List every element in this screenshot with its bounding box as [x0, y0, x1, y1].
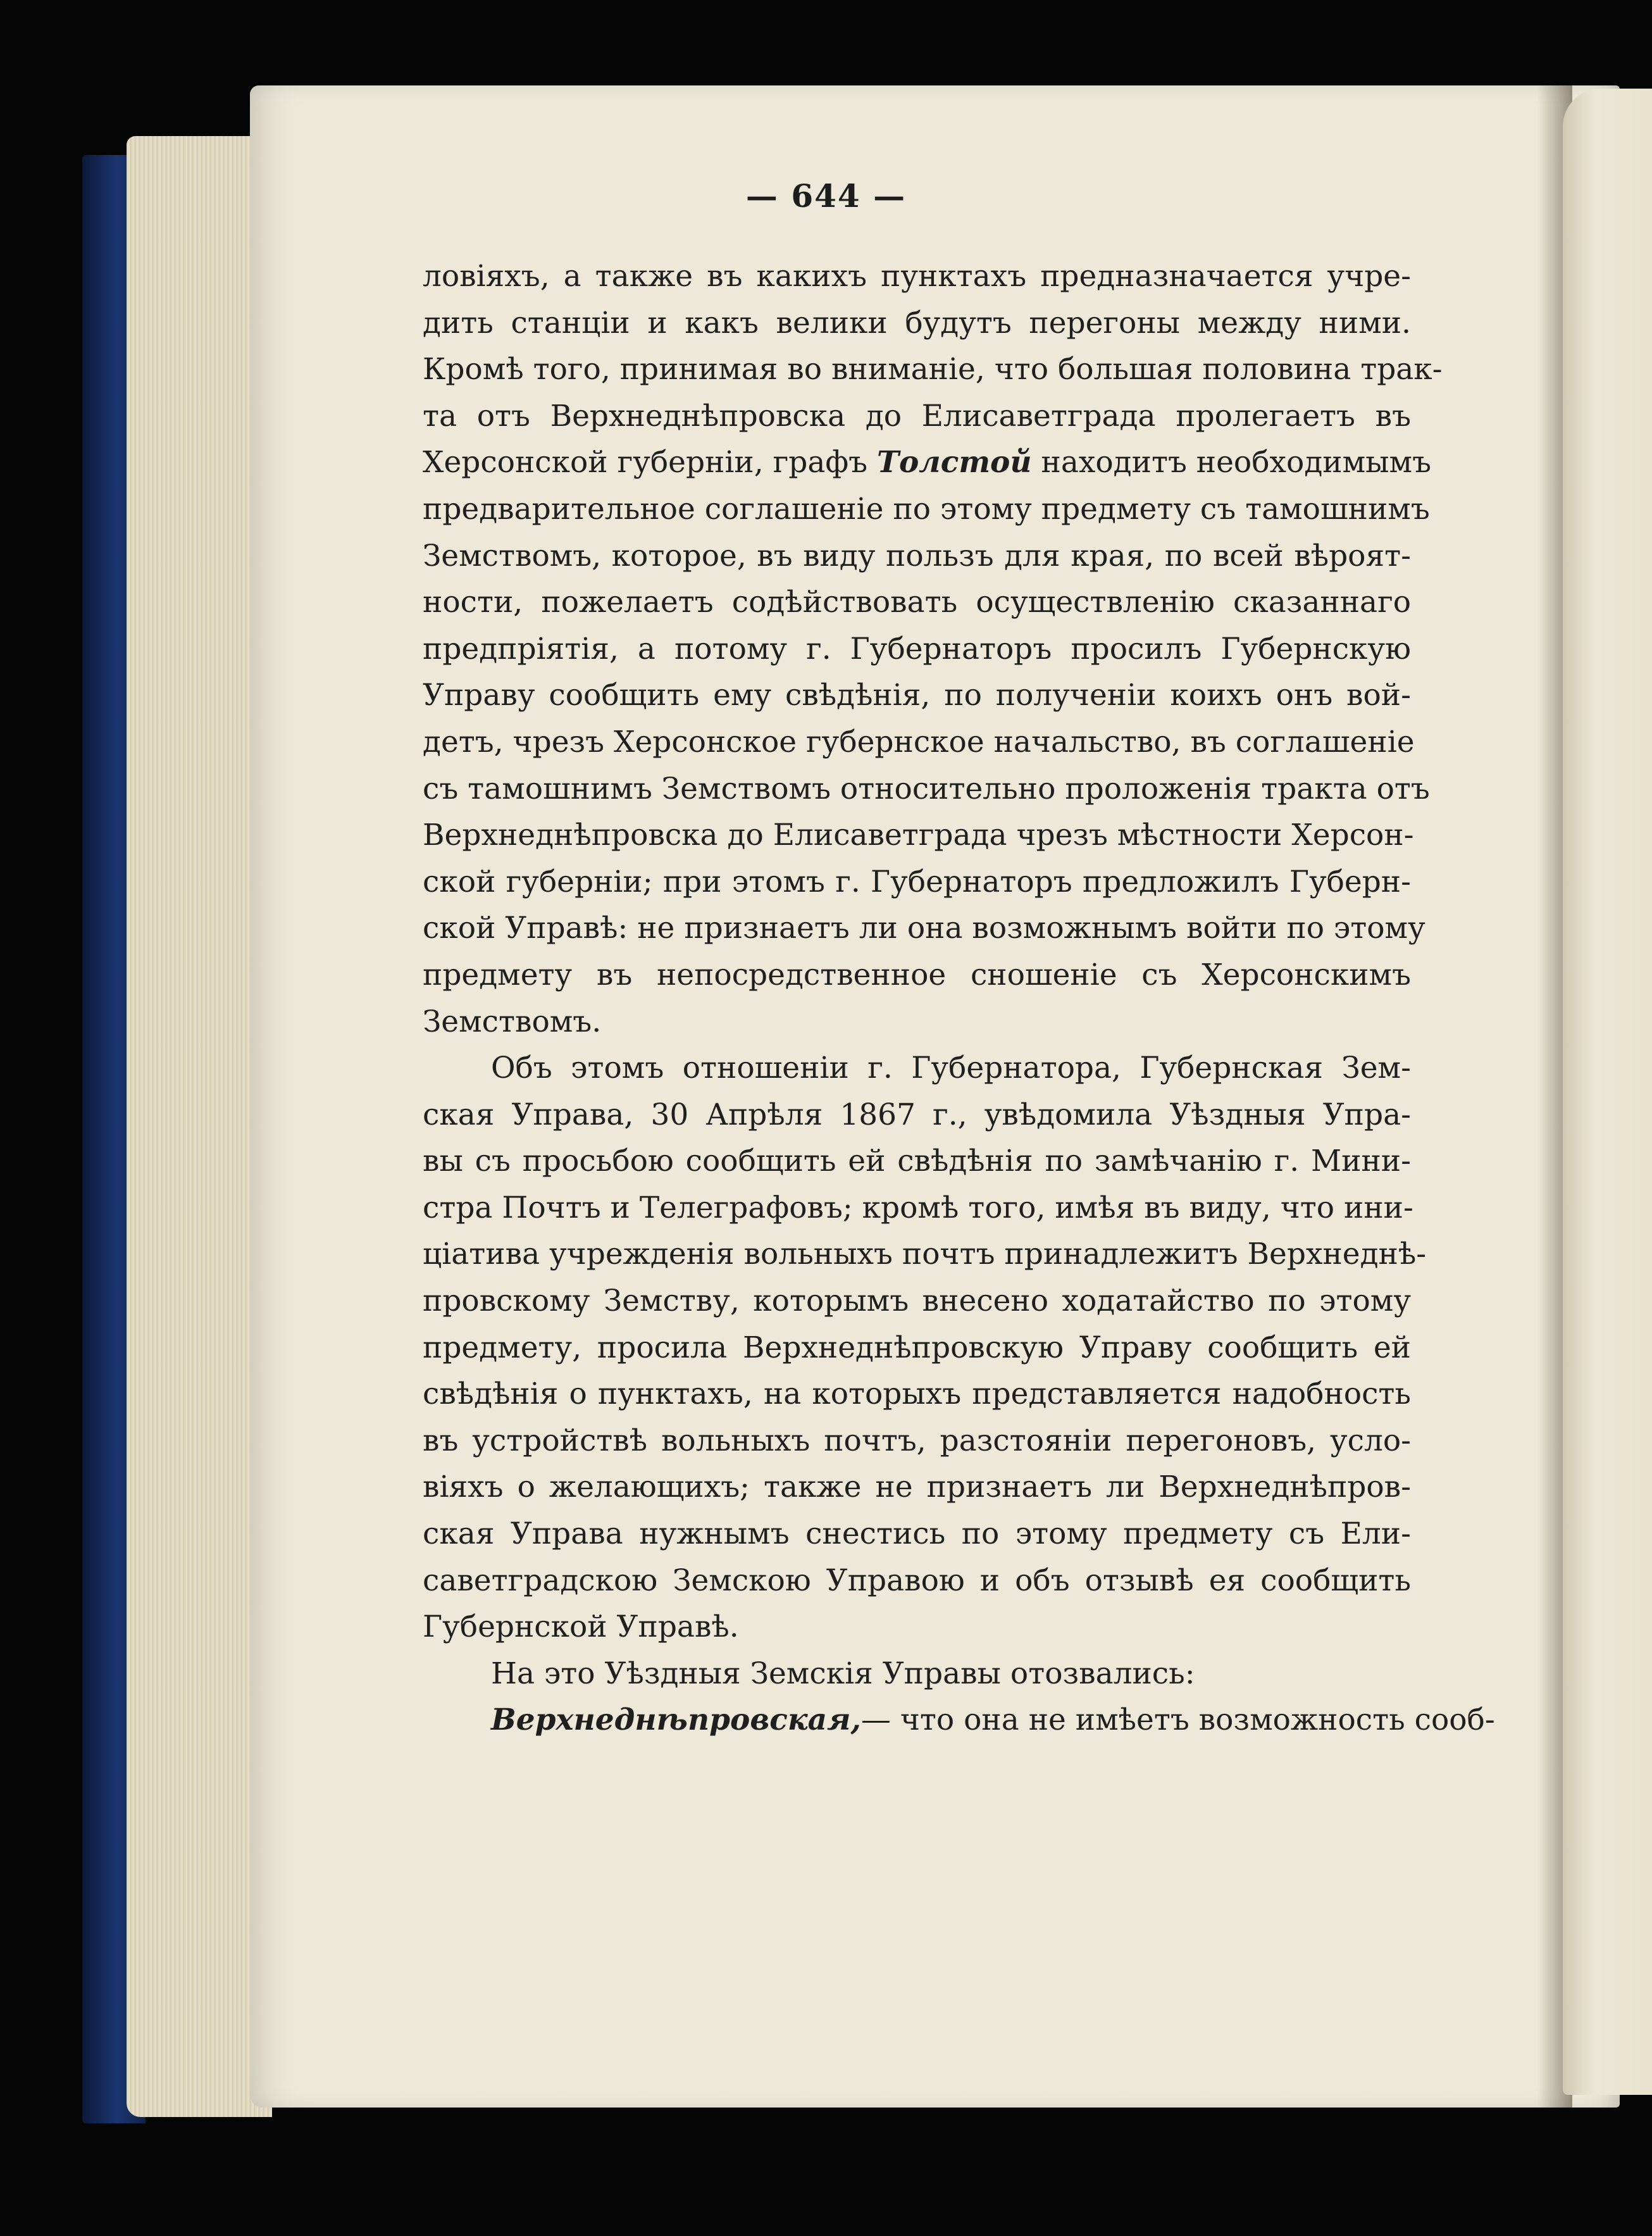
italic-name: Толстой [876, 445, 1032, 480]
page-text [423, 253, 1495, 1744]
text-line: Кромѣ того, принимая во вниманіе, что большая половина трак- [423, 352, 1443, 387]
page-number: — 644 — [745, 177, 907, 215]
text-line: ціатива учрежденія вольныхъ почтъ принадлежитъ Верхнеднѣ- [423, 1237, 1427, 1272]
text-line: предмету въ непосредственное сношеніе съ Херсонскимъ [423, 957, 1411, 992]
text-line: Управу сообщить ему свѣдѣнія, по полученіи коихъ онъ вой- [423, 678, 1411, 713]
text-line: предпріятія, а потому г. Губернаторъ просилъ Губернскую [423, 631, 1411, 666]
text-line: Земствомъ, которое, въ виду пользъ для края, по всей вѣроят- [423, 538, 1411, 573]
text-line: На это Уѣздныя Земскія Управы отозвались: [491, 1656, 1195, 1691]
text-line: ловіяхъ, а также въ какихъ пунктахъ предназначается учре- [423, 259, 1411, 294]
text-line: віяхъ о желающихъ; также не признаетъ ли Верхнеднѣпров- [423, 1470, 1411, 1505]
text-line: Губернской Управѣ. [423, 1609, 739, 1645]
text-segment: находитъ необходимымъ [1041, 445, 1432, 480]
text-line: свѣдѣнія о пунктахъ, на которыхъ представляется надобность [423, 1377, 1411, 1412]
text-line: ской губерніи; при этомъ г. Губернаторъ предложилъ Губерн- [423, 864, 1411, 899]
text-line: Верхнеднѣпровска до Елисаветграда чрезъ мѣстности Херсон- [423, 818, 1414, 853]
text-line: детъ, чрезъ Херсонское губернское начальство, въ соглашеніе [423, 724, 1415, 759]
text-segment: Херсонской губерніи, графъ [423, 445, 868, 480]
text-line: ская Управа нужнымъ снестись по этому предмету съ Ели- [423, 1516, 1411, 1552]
text-line: ская Управа, 30 Апрѣля 1867 г., увѣдомила Уѣздныя Упра- [423, 1097, 1411, 1132]
text-line: саветградскою Земскою Управою и объ отзывѣ ея сообщить [423, 1563, 1411, 1598]
text-line: предварительное соглашеніе по этому предмету съ тамошнимъ [423, 491, 1430, 527]
text-segment: — что она не имѣетъ возможность сооб- [860, 1702, 1495, 1738]
text-line: Объ этомъ отношеніи г. Губернатора, Губернская Зем- [491, 1051, 1411, 1086]
italic-name: Верхнеднѣпровская, [491, 1702, 861, 1738]
text-line: ности, пожелаетъ содѣйствовать осуществленію сказаннаго [423, 585, 1411, 620]
text-line: съ тамошнимъ Земствомъ относительно проложенія тракта отъ [423, 771, 1430, 806]
text-line: провскому Земству, которымъ внесено ходатайство по этому [423, 1284, 1411, 1319]
text-line [423, 439, 1432, 486]
text-line: въ устройствѣ вольныхъ почтъ, разстояніи перегоновъ, усло- [423, 1423, 1411, 1458]
text-line [423, 1697, 1495, 1744]
text-line: предмету, просила Верхнеднѣпровскую Управу сообщить ей [423, 1330, 1411, 1365]
facing-page-edge [1563, 89, 1652, 2095]
text-line: вы съ просьбою сообщить ей свѣдѣнія по замѣчанію г. Мини- [423, 1144, 1411, 1179]
text-line: стра Почтъ и Телеграфовъ; кромѣ того, имѣя въ виду, что ини- [423, 1190, 1413, 1225]
text-line: ской Управѣ: не признаетъ ли она возможнымъ войти по этому [423, 911, 1425, 946]
text-line: та отъ Верхнеднѣпровска до Елисаветграда пролегаетъ въ [423, 398, 1411, 434]
text-line: Земствомъ. [423, 1004, 602, 1039]
text-line: дить станціи и какъ велики будутъ перегоны между ними. [423, 305, 1411, 340]
